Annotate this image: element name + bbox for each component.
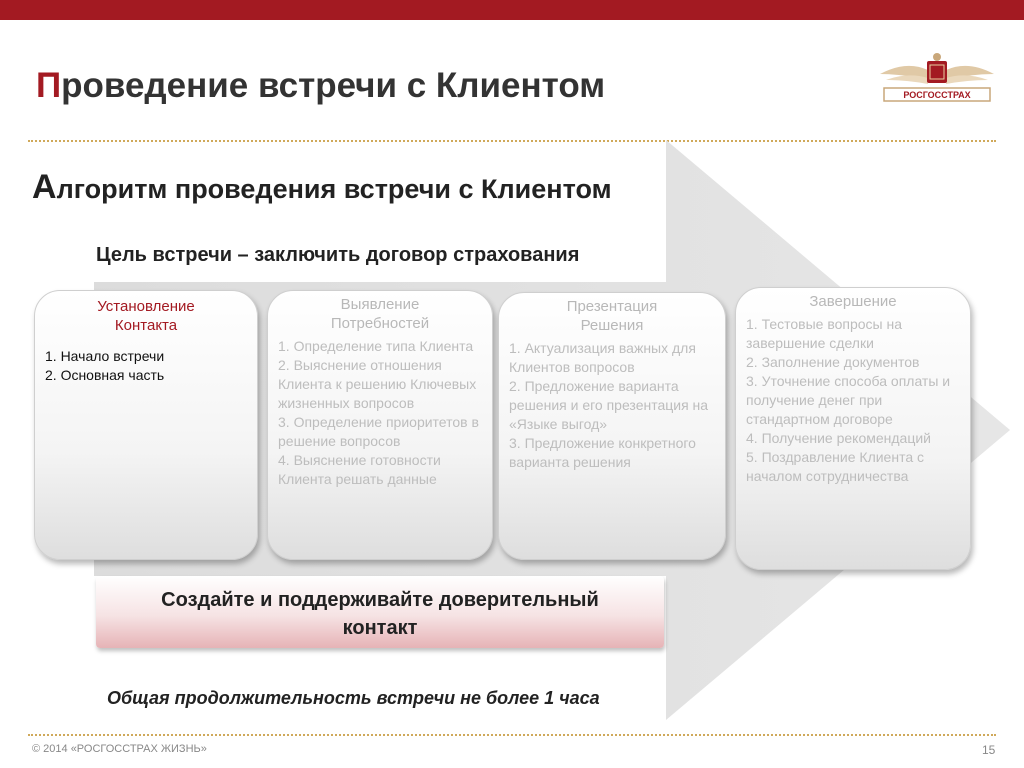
trust-line: контакт bbox=[342, 617, 418, 639]
stage-item: 1. Начало встречи bbox=[45, 348, 165, 364]
subtitle-first-letter: А bbox=[32, 168, 57, 206]
stage-item: 1. Определение типа Клиента bbox=[278, 338, 474, 354]
section-subtitle bbox=[32, 168, 612, 207]
stage-card-needs bbox=[267, 290, 493, 560]
stage-items bbox=[736, 315, 970, 486]
stage-title-line: Установление bbox=[97, 298, 195, 315]
stage-item: 2. Основная часть bbox=[45, 367, 165, 383]
stage-title-line: Контакта bbox=[114, 317, 178, 334]
footer-divider bbox=[28, 734, 996, 736]
stage-item: 2. Выяснение отношения Клиента к решению Ключевых жизненных вопросов bbox=[278, 357, 477, 411]
trust-contact-banner bbox=[96, 576, 664, 648]
subtitle-rest: лгоритм проведения встречи с Клиентом bbox=[56, 174, 612, 204]
stage-title bbox=[736, 292, 970, 311]
stage-item: 2. Предложение варианта решения и его презентация на «Языке выгод» bbox=[509, 378, 709, 432]
page-number: 15 bbox=[982, 743, 996, 757]
stage-item: 3. Определение приоритетов в решение вопросов bbox=[278, 414, 479, 449]
stage-title bbox=[499, 297, 725, 335]
title-first-letter: П bbox=[36, 66, 62, 105]
stage-title bbox=[268, 295, 492, 333]
stage-item: 4. Получение рекомендаций bbox=[746, 430, 931, 446]
stage-title-line: Решения bbox=[580, 317, 644, 334]
stage-items bbox=[499, 339, 725, 472]
meeting-duration-note: Общая продолжительность встречи не более 1 часа bbox=[107, 688, 600, 708]
stage-title-line: Потребностей bbox=[330, 315, 430, 332]
stage-items bbox=[268, 337, 492, 489]
stage-item: 1. Тестовые вопросы на завершение сделки bbox=[746, 316, 903, 351]
stage-card-presentation bbox=[498, 292, 726, 560]
stage-item: 3. Уточнение способа оплаты и получение денег при стандартном договоре bbox=[746, 373, 951, 427]
title-rest: роведение встречи с Клиентом bbox=[61, 66, 606, 105]
stage-item: 3. Предложение конкретного варианта решения bbox=[509, 435, 696, 470]
meeting-goal: Цель встречи – заключить договор страхования bbox=[96, 244, 580, 266]
stage-title-line: Выявление bbox=[340, 296, 420, 313]
trust-line: Создайте и поддерживайте доверительный bbox=[161, 589, 599, 611]
stage-card-contact bbox=[34, 290, 258, 560]
stage-title-line: Завершение bbox=[809, 293, 897, 310]
stage-item: 5. Поздравление Клиента с началом сотрудничества bbox=[746, 449, 925, 484]
stage-title bbox=[35, 297, 257, 335]
logo-text: РОСГОССТРАХ bbox=[903, 90, 971, 100]
stage-title-line: Презентация bbox=[566, 298, 658, 315]
stage-card-completion bbox=[735, 287, 971, 570]
stage-item: 1. Актуализация важных для Клиентов вопросов bbox=[509, 340, 696, 375]
stage-item: 2. Заполнение документов bbox=[746, 354, 920, 370]
stage-item: 4. Выяснение готовности Клиента решать данные bbox=[278, 452, 441, 487]
footer-copyright: © 2014 «РОСГОССТРАХ ЖИЗНЬ» bbox=[32, 743, 207, 755]
stage-items bbox=[35, 347, 257, 385]
